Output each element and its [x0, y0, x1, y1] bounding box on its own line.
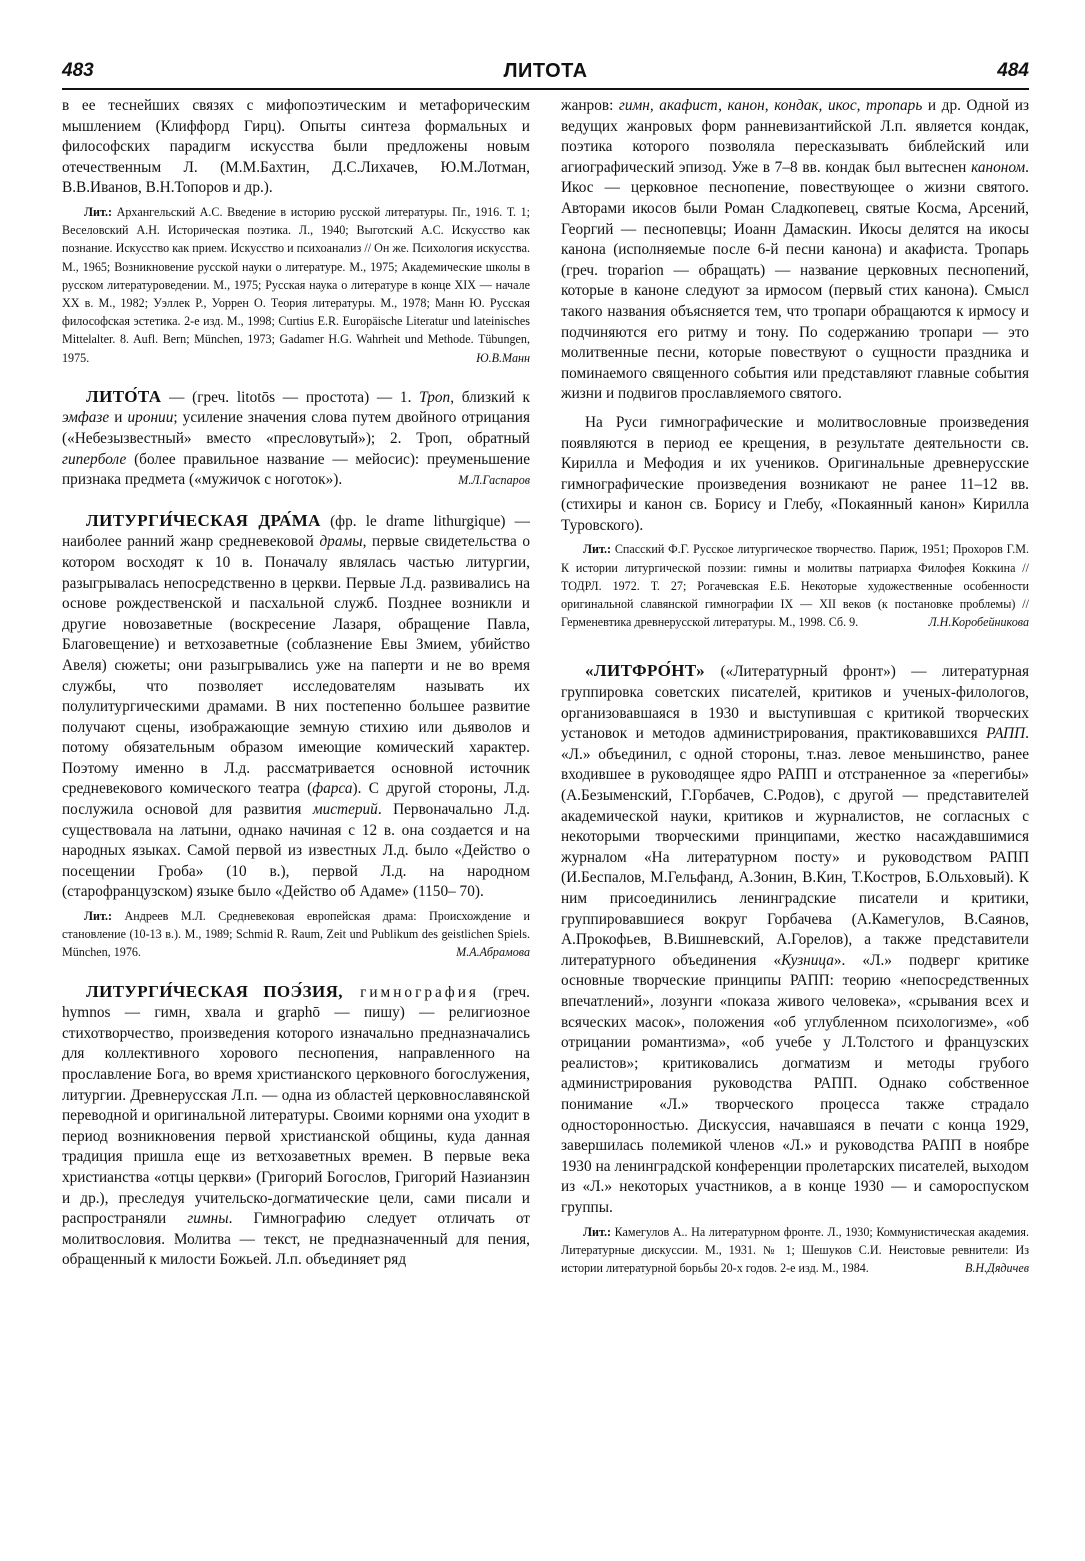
author-signature: М.Л.Гаспаров	[458, 473, 530, 488]
column-right	[561, 96, 1029, 1531]
litfront-bibliography	[561, 1223, 1029, 1278]
author-signature: Л.Н.Коробейникова	[928, 615, 1029, 630]
entry-term: «ЛИТФРО́НТ»	[585, 661, 706, 681]
page-header	[62, 60, 1029, 88]
lit-label: Лит.:	[84, 204, 113, 219]
lit-label: Лит.:	[583, 1224, 612, 1239]
author-signature: Ю.В.Манн	[476, 350, 530, 365]
page-number-left: 483	[62, 60, 94, 81]
intro-paragraph: в ее теснейших связях с мифопоэтическим и метафорическим мышлением (Клиффорд Гирц). Опыты синтеза формальных и философских парадигм искусства были предложены новым отечественным Л. (М.М.Бахтин, Д.С.Лихачев, Ю.М.Лотман, В.В.Иванов, В.Н.Топоров и др.).	[62, 97, 530, 197]
author-signature: В.Н.Дядичев	[964, 1260, 1029, 1275]
lit-text: Архангельский А.С. Введение в историю русской литературы. Пг., 1916. Т. 1; Веселовский А.Н. Историческая поэтика. Л., 1940; Выготский А.С. Искусство как познание. Искусство как прием. Искусство и психоанализ // Он же. Психология искусства. М., 1965; Возникновение русской науки о литературе. М., 1975; Академические школы в русском литературоведении. М., 1975; Русская наука о литературе в конце XIX — начале XX в. М., 1982; Уэллек Р., Уоррен О. Теория литературы. М., 1978; Манн Ю. Русская философская эстетика. 2-е изд. М., 1998; Curtius E.R. Europäische Literatur und lateinisches Mittelalter. 8. Aufl. Bern; München, 1973; Gadamer H.G. Wahrheit und Methode. Tübungen, 1975.	[62, 204, 530, 365]
page-number-right: 484	[997, 60, 1029, 81]
entry-term: ЛИТУРГИ́ЧЕСКАЯ ПОЭ́ЗИЯ,	[86, 981, 343, 1001]
lit-text: Андреев М.Л. Средневековая европейская драма: Происхождение и становление (10-13 в.). М., 1989; Schmid R. Raum, Zeit und Publikum des geistlichen Spiels. München, 1976.	[62, 909, 530, 960]
poetry-bibliography	[561, 540, 1029, 631]
header-rule	[62, 88, 1029, 90]
lit-text: Камегулов А.. На литературном фронте. Л., 1930; Коммунистическая академия. Литературные дискуссии. М., 1931. № 1; Шешуков С.И. Неистовые ревнители: Из истории литературной борьбы 20-х годов. 2-е изд. М., 1984.	[561, 1224, 1029, 1275]
column-left	[62, 96, 530, 1531]
author-signature: М.А.Абрамова	[456, 945, 530, 960]
lit-label: Лит.:	[583, 542, 612, 557]
intro-bibliography	[62, 203, 530, 367]
entry-term: ЛИТУРГИ́ЧЕСКАЯ ДРА́МА	[86, 510, 321, 530]
entry-liturgical-poetry: ЛИТУРГИ́ЧЕСКАЯ ПОЭ́ЗИЯ, гимнография (греч. hymnos — гимн, хвала и graphō — пишу) — религиозное стихотворчество, произведения которого изначально предназначались для коллективного хорового песнопения, направленного на прославление Бога, во время христианского церковного богослужения, литургии. Древнерусская Л.п. — одна из областей церковнославянской переводной и оригинальной литературы. Своими корнями она уходит в период возникновения первой христианской общины, куда данная традиция пришла еще из ветхозаветных времен. В первые века христианства «отцы церкви» (Григорий Богослов, Григорий Назианзин и др.), преследуя учительско-догматические цели, сами писали и распространяли гимны. Гимнографию следует отличать от молитвословия. Молитва — текст, не предназначенный для пения, обращенный к милости Божьей. Л.п. объединяет ряд	[62, 981, 530, 1269]
entry-litota: ЛИТО́ТА — (греч. litotōs — простота) — 1. Троп, близкий к эмфазе и иронии; усиление значения слова путем двойного отрицания («Небезызвестный» вместо «пресловутый»); 2. Троп, обратный гиперболе (более правильное название — мейосис): преуменьшение признака предмета («мужичок с ноготок»). М.Л.Гаспаров	[62, 387, 530, 491]
lit-text: Спасский Ф.Г. Русское литургическое творчество. Париж, 1951; Прохоров Г.М. К истории литургической поэзии: гимны и молитвы патриарха Филофея Коккина // ТОДРЛ. 1972. Т. 27; Рогачевская Е.Б. Некоторые художественные особенности оригинальной славянской гимнографии IX — XII веков (к постановке проблемы) // Герменевтика древнерусской литературы. М., 1998. Сб. 9.	[561, 542, 1029, 630]
entry-term: ЛИТО́ТА	[86, 386, 162, 406]
drama-bibliography	[62, 907, 530, 962]
rus-paragraph: На Руси гимнографические и молитвословные произведения появляются в период ее крещения, в результате деятельности св. Кирилла и Мефодия и их учеников. Оригинальные древнерусские гимнографические произведения возникают не ранее 11–12 вв. (стихиры и канон св. Борису и Глебу, «Покаянный канон» Кирилла Туровского).	[561, 413, 1029, 534]
entry-litfront: «ЛИТФРО́НТ» («Литературный фронт») — литературная группировка советских писателей, критиков и ученых-филологов, организовавшаяся в 1930 и выступившая с критикой творческих установок и методов администрирования, практиковавшихся РАПП. «Л.» объединил, с одной стороны, т.наз. левое меньшинство, ранее входившее в руководящее ядро РАПП и отстраненное за «перегибы» (А.Безыменский, Г.Горбачев, С.Родов), с другой — представителей академической науки, критиков и журналистов, не согласных с некоторыми творческими принципами, жестко насаждавшимися журналом «На литературном посту» и руководством РАПП (И.Беспалов, М.Гельфанд, А.Зонин, В.Кин, Т.Костров, Б.Ольховый). К ним присоединились ленинградские писатели и критики, группировавшиеся вокруг Горбачева (А.Камегулов, В.Саянов, А.Прокофьев, В.Вишневский, А.Горелов), а также представители литературного объединения «Кузница». «Л.» подверг критике основные творческие принципы РАПП: теорию «непосредственных впечатлений», лозунги «показа живого человека», «срывания всех и всяческих масок», положения «об углубленном психологизме», «об отрицании романтизма», «об учебе у Л.Толстого и французских реалистов»; критиковались догматизм и методы грубого администрирования руководства РАПП. Однако собственное понимание «Л.» творческого процесса также страдало односторонностью. Дискуссия, начавшаяся в печати с конца 1929, завершилась полемикой членов «Л.» и руководства РАПП в ноябре 1930 на ленинградской конференции пролетарских писателей, выходом из «Л.» некоторых участников, а в конце 1930 — и самороспуском группы. Лит.: Камегулов А.. На литературном фронте. Л., 1930; Коммунистическая академия. Литературные дискуссии. М., 1931. № 1; Шешуков С.И. Неистовые ревнители: Из истории литературной борьбы 20-х годов. 2-е изд. М., 1984. В.Н.Дядичев	[561, 661, 1029, 1277]
running-head: ЛИТОТА	[503, 60, 588, 82]
spaced-term: гимнография	[342, 983, 479, 1001]
lit-label: Лит.:	[84, 909, 113, 924]
continued-paragraph: жанров: гимн, акафист, канон, кондак, икос, тропарь и др. Одной из ведущих жанровых форм ранневизантийской Л.п. является кондак, поэтика которого позволяла пересказывать библейский или агиографический эпизод. Уже в 7–8 вв. кондак был вытеснен каноном. Икос — церковное песнопение, повествующее о жизни святого. Авторами икосов были Роман Сладкопевец, святые Косма, Арсений, Георгий — песнопевцы; Иоанн Дамаскин. Икосы делятся на икосы канона (исполняемые после 6-й песни канона) и акафиста. Тропарь (греч. troparion — обращать) — название церковных песнопений, которые в каноне следуют за ирмосом (первый стих канона). Смысл такого названия объясняется тем, что тропари обращаются к ирмосу и подчиняются его ритму и тону. По содержанию тропари — это молитвенные песни, которые повествуют о сущности праздника и поминаемого священного события или представляют главные события жизни и подвигов прославляемого святого.	[561, 97, 1029, 403]
entry-liturgical-drama: ЛИТУРГИ́ЧЕСКАЯ ДРА́МА (фр. le drame lithurgique) — наиболее ранний жанр средневековой драмы, первые свидетельства о котором восходят к 10 в. Поначалу являлась частью литургии, разыгрывалась непосредственно в церкви. Первые Л.д. развивались на основе рождественской и пасхальной служб. Позднее возникли и другие новозаветные (воскресение Лазаря, обращение Павла, Благовещение) и ветхозаветные (соблазнение Евы Змием, убийство Авеля) сюжеты; они разыгрывались уже на паперти и не во время службы, что позволяет исследователям называть их полулитургическими драмами. В них постепенно большее развитие получают сцены, изображающие земную стихию или дьяволов и потому обязательным образом имеющие комический характер. Поэтому именно в Л.д. рассматривается основной источник средневекового комического театра (фарса). С другой стороны, Л.д. послужила основой для развития мистерий. Первоначально Л.д. существовала на латыни, однако начиная с 12 в. она создается и на народных языках. Самой первой из известных Л.д. было «Действо о посещении Гроба» (10 в.), первой Л.д. на народном (старофранцузском) языке было «Действо об Адаме» (1150– 70). Лит.: Андреев М.Л. Средневековая европейская драма: Происхождение и становление (10-13 в.). М., 1989; Schmid R. Raum, Zeit und Publikum des geistlichen Spiels. München, 1976. М.А.Абрамова	[62, 511, 530, 962]
